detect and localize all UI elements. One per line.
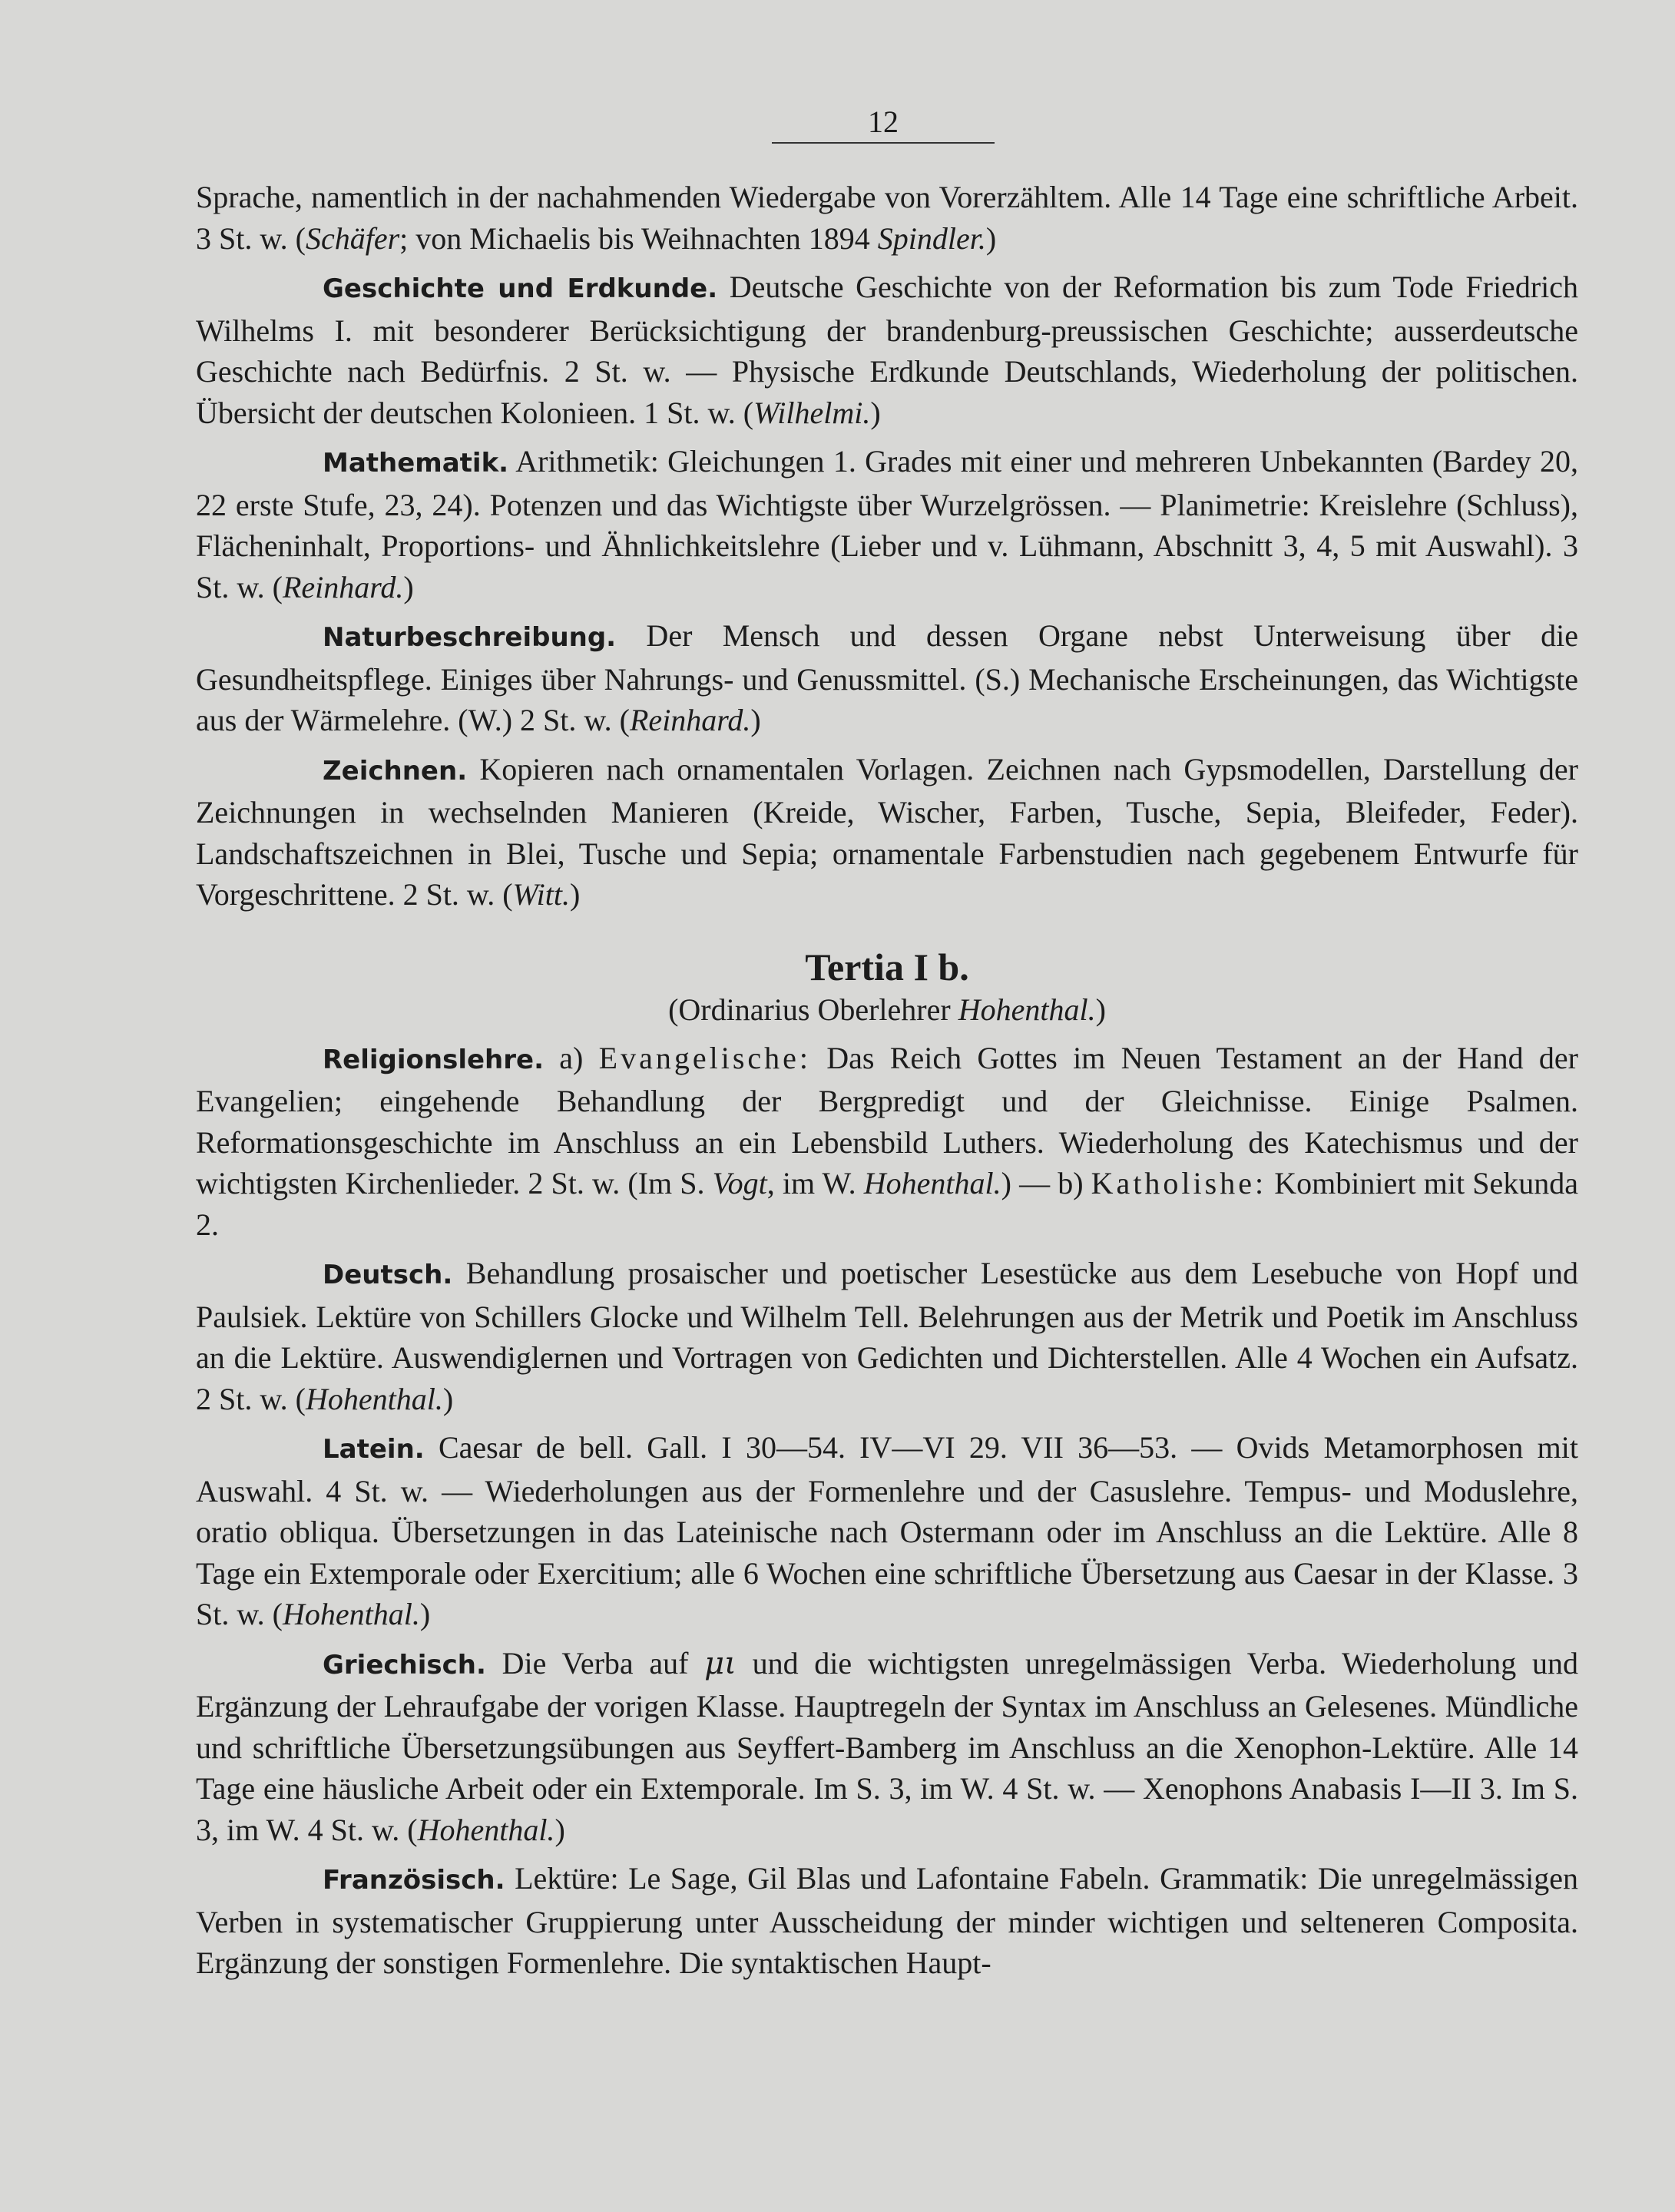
subject-heading: Zeichnen. xyxy=(323,755,468,786)
text-run: Kopieren nach ornamentalen Vorlagen. Zeichnen nach Gypsmodellen, Darstellung der Zeichnungen in wechselnden Manieren (Kreide, Wischer, Farben, Tusche, Sepia, Bleifeder, Feder). Landschaftszeichnen in Blei, Tusche und Sepia; ornamentale Farbenstudien nach gegebenem Entwurfe für Vorgeschrittene. 2 St. w. ( xyxy=(196,751,1578,912)
teacher-name: Hohenthal. xyxy=(417,1812,555,1847)
spaced-term: Katholishe: xyxy=(1091,1166,1267,1200)
teacher-name: Hohenthal. xyxy=(305,1381,443,1416)
paragraph-deutsch xyxy=(196,1253,1578,1419)
subject-heading: Religionslehre. xyxy=(323,1044,545,1075)
text-run: Lektüre: Le Sage, Gil Blas und Lafontaine Fabeln. Grammatik: Die unregelmässigen Verben in systematischer Gruppierung unter Ausscheidung der minder wichtigen und selteneren Composita. Ergänzung der sonstigen Formenlehre. Die syntaktischen Haupt- xyxy=(196,1861,1578,1980)
subject-heading: Deutsch. xyxy=(323,1260,453,1290)
paragraph-sprache xyxy=(196,177,1578,259)
body-text xyxy=(196,177,1578,1984)
teacher-name: Hohenthal. xyxy=(863,1166,1001,1200)
header-rule xyxy=(772,142,995,144)
teacher-name: Witt. xyxy=(512,877,570,912)
teacher-name: Hohenthal. xyxy=(282,1597,420,1631)
text-run: Behandlung prosaischer und poetischer Lesestücke aus dem Lesebuche von Hopf und Paulsiek. Lektüre von Schillers Glocke und Wilhelm Tell. Belehrungen aus der Metrik und Poetik im Anschluss an die Lektüre. Auswendiglernen und Vortragen von Gedichten und Dichterstellen. Alle 4 Wochen ein Aufsatz. 2 St. w. ( xyxy=(196,1256,1578,1416)
text-run: ) xyxy=(442,1381,454,1416)
text-run: ) xyxy=(419,1597,431,1631)
greek-term: μι xyxy=(704,1645,737,1681)
spaced-term: Evangelische: xyxy=(598,1040,812,1075)
text-run: ; von Michaelis bis Weihnachten 1894 xyxy=(399,220,878,256)
paragraph-zeichnen xyxy=(196,749,1578,916)
text-run: , im W. xyxy=(766,1166,864,1200)
teacher-name: Spindler. xyxy=(877,220,986,256)
subject-heading: Französisch. xyxy=(323,1865,505,1896)
section-subtitle xyxy=(196,989,1578,1030)
text-run: ) xyxy=(403,569,414,604)
subject-heading: Naturbeschreibung. xyxy=(323,622,617,653)
paragraph-naturbeschreibung xyxy=(196,615,1578,741)
text-run: ) xyxy=(570,877,581,912)
text-run: Caesar de bell. Gall. I 30—54. IV—VI 29. VII 36—53. — Ovids Metamorphosen mit Auswahl. 4 St. w. — Wiederholungen aus der Formenlehre und der Casuslehre. Tempus- und Moduslehre, oratio obliqua. Übersetzungen in das Lateinische nach Ostermann oder im Anschluss an die Lektüre. Alle 8 Tage ein Extemporale oder Exercitium; alle 6 Wochen eine schriftliche Übersetzung aus Caesar in der Klasse. 3 St. w. ( xyxy=(196,1430,1578,1631)
subject-heading: Griechisch. xyxy=(323,1649,486,1681)
teacher-name: Hohenthal. xyxy=(958,992,1096,1027)
text-run: Der Mensch und dessen Organe nebst Unterweisung über die Gesundheitspflege. Einiges über Nahrungs- und Genussmittel. (S.) Mechanische Erscheinungen, das Wichtigste aus der Wärmelehre. (W.) 2 St. w. ( xyxy=(196,618,1578,737)
teacher-name: Schäfer xyxy=(305,220,400,256)
text-run: Das Reich Gottes im Neuen Testament an der Hand der Evangelien; eingehende Behandlung der Bergpredigt und der Gleichnisse. Einige Psalmen. Reformationsgeschichte im Anschluss an ein Lebensbild Luthers. Wiederholung des Katechismus und der wichtigsten Kirchenlieder. 2 St. w. (Im S. xyxy=(196,1040,1578,1200)
text-run: Die Verba auf xyxy=(485,1645,705,1681)
text-run: Arithmetik: Gleichungen 1. Grades mit einer und mehreren Unbekannten (Bardey 20, 22 erste Stufe, 23, 24). Potenzen und das Wichtigste über Wurzelgrössen. — Planimetrie: Kreislehre (Schluss), Flächeninhalt, Proportions- und Ähnlichkeitslehre (Lieber und v. Lühmann, Abschnitt 3, 4, 5 mit Auswahl). 3 St. w. ( xyxy=(196,444,1578,604)
teacher-name: Reinhard. xyxy=(282,569,404,604)
text-run: Deutsche Geschichte von der Reformation bis zum Tode Friedrich Wilhelms I. mit besonderer Berücksichtigung der brandenburg-preussischen Geschichte; ausserdeutsche Geschichte nach Bedürfnis. 2 St. w. — Physische Erdkunde Deutschlands, Wiederholung der politischen. Übersicht der deutschen Kolonieen. 1 St. w. ( xyxy=(196,270,1579,430)
subject-heading: Geschichte und Erdkunde. xyxy=(323,273,718,304)
paragraph-griechisch xyxy=(196,1643,1578,1851)
paragraph-religionslehre xyxy=(196,1038,1578,1246)
text-run: ) xyxy=(870,395,881,430)
subject-heading: Latein. xyxy=(323,1434,425,1465)
text-run: ) xyxy=(985,220,997,256)
text-run: ) — b) xyxy=(1001,1166,1091,1200)
text-run: Sprache, namentlich in der nachahmenden Wiedergabe von Vorerzähltem. Alle 14 Tage eine schriftliche Arbeit. 3 St. w. ( xyxy=(196,180,1578,256)
text-run: ) xyxy=(750,703,761,737)
text-run: ) xyxy=(554,1812,565,1847)
paragraph-mathematik xyxy=(196,441,1578,608)
text-run: (Ordinarius Oberlehrer xyxy=(668,992,958,1027)
subject-heading: Mathematik. xyxy=(323,448,509,478)
text-run: a) xyxy=(544,1040,599,1075)
teacher-name: Reinhard. xyxy=(630,703,751,737)
teacher-name: Wilhelmi. xyxy=(753,395,871,430)
text-run: ) xyxy=(1095,992,1106,1027)
text-run: und die wichtigsten unregelmässigen Verba. Wiederholung und Ergänzung der Lehraufgabe der vorigen Klasse. Hauptregeln der Syntax im Anschluss an Gelesenes. Mündliche und schriftliche Übersetzungsübungen aus Seyffert-Bamberg im Anschluss an die Xenophon-Lektüre. Alle 14 Tage eine häusliche Arbeit oder ein Extemporale. Im S. 3, im W. 4 St. w. — Xenophons Anabasis I—II 3. Im S. 3, im W. 4 St. w. ( xyxy=(196,1645,1578,1847)
paragraph-latein xyxy=(196,1427,1578,1635)
paragraph-franzoesisch xyxy=(196,1858,1578,1984)
section-title: Tertia I b. xyxy=(805,945,969,988)
paragraph-geschichte xyxy=(196,267,1578,433)
page-number: 12 xyxy=(868,104,899,139)
text-run: Kombiniert mit Sekunda 2. xyxy=(196,1166,1578,1242)
teacher-name: Vogt xyxy=(712,1166,767,1200)
